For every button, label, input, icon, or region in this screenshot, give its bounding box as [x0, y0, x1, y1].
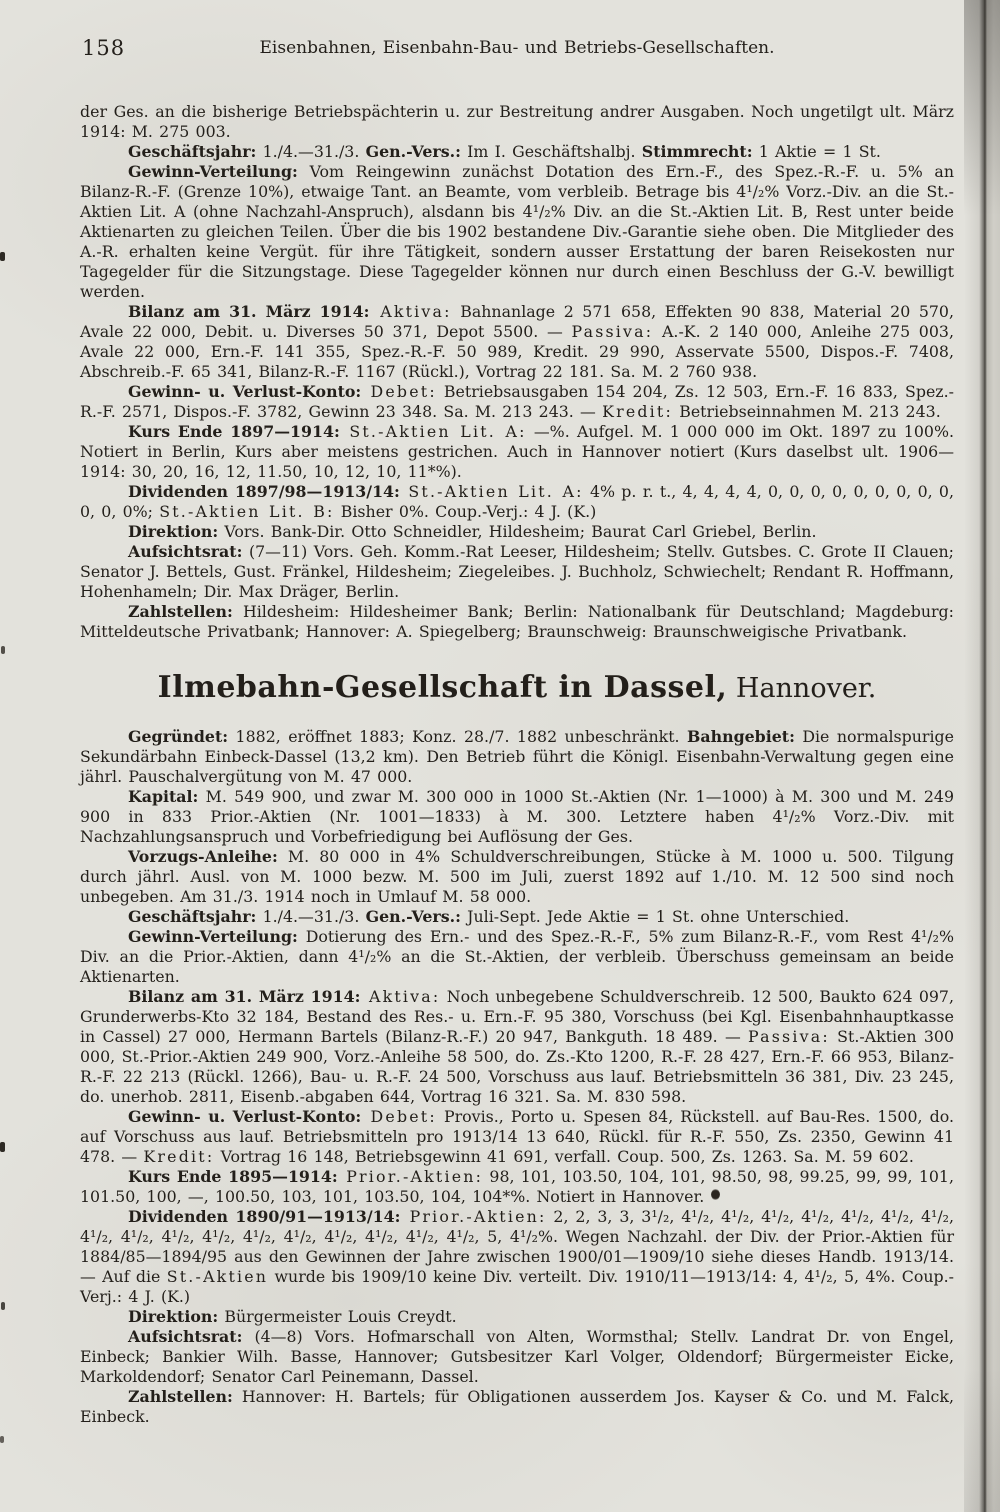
spaced-term: Aktiva: — [369, 302, 452, 321]
company-title — [80, 668, 954, 709]
text-run: Vors. Bank-Dir. Otto Schneidler, Hildesheim; Baurat Carl Griebel, Berlin. — [218, 522, 817, 541]
bold-label: Geschäftsjahr: — [128, 907, 257, 926]
text-run: Juli-Sept. Jede Aktie = 1 St. ohne Unterschied. — [460, 907, 850, 926]
text-run: (7—11) Vors. Geh. Komm.-Rat Leeser, Hildesheim; Stellv. Gutsbes. C. Grote II Clauen; Senator J. Bettels, Gust. Fränkel, Hildesheim; Ziegeleibes. J. Buchholz, Schwiechelt; Rendant R. Hoffmann, Hohenhameln; Dir. Max Dräger, Berlin. — [80, 542, 954, 601]
text-run: 2, 2, 3, 3, 3¹/₂, 4¹/₂, 4¹/₂, 4¹/₂, 4¹/₂, 4¹/₂, 4¹/₂, 4¹/₂, 4¹/₂, 4¹/₂, 4¹/₂, 4¹/₂, 4¹/₂, 4¹/₂, 4¹/₂, 4¹/₂, 4¹/₂, 4¹/₂, 5, 4¹/₂%. Wegen Nachzahl. der Div. der Prior.-Aktien für 1884/85—1894/95 aus den Gewinnen der Jahre zwischen 1900/01—1909/10 siehe dieses Handb. 1913/14. — Auf die — [80, 1207, 954, 1286]
text-run: 1882, eröffnet 1883; Konz. 28./7. 1882 unbeschränkt. — [228, 727, 688, 746]
paragraph — [80, 102, 954, 142]
text-run: Noch unbegebene Schuldverschreib. 12 500, Baukto 624 097, Grunderwerbs-Kto 32 184, Bestand des Res.- u. Ern.-F. 95 380, Vorschuss (bei Kgl. Eisenbahnhauptkasse in Cassel) 27 000, Hermann Bartels (Bilanz-R.-F.) 20 947, Bankguth. 18 489. — — [80, 987, 955, 1046]
spaced-term: Passiva: — [748, 1027, 830, 1046]
text-run: 1./4.—31./3. — [256, 907, 366, 926]
bold-label: Direktion: — [128, 522, 219, 541]
text-run: A.-K. 2 140 000, Anleihe 275 003, Avale 22 000, Ern.-F. 141 355, Spez.-R.-F. 50 989, Kredit. 29 990, Asservate 5500, Dispos.-F. 7408, Abschreib.-F. 65 341, Bilanz-R.-F. 1167 (Rückl.), Vortrag 22 181. Sa. M. 2 760 938. — [80, 322, 954, 381]
bold-label: Bilanz am 31. März 1914: — [128, 302, 370, 321]
spaced-term: St.-Aktien Lit. A: — [339, 422, 527, 441]
paragraph — [80, 787, 954, 847]
edge-speck — [0, 1142, 5, 1152]
bold-label: Stimmrecht: — [641, 142, 753, 161]
text-run: Hannover. — [727, 673, 877, 704]
spaced-term: St.-Aktien — [166, 1267, 269, 1286]
edge-speck — [1, 646, 5, 654]
paragraph — [80, 482, 954, 522]
text-run: Bahnanlage 2 571 658, Effekten 90 838, Material 20 570, Avale 22 000, Debit. u. Diverses 50 371, Depot 5500. — — [80, 302, 954, 341]
text-run: wurde bis 1909/10 keine Div. verteilt. Div. 1910/11—1913/14: 4, 4¹/₂, 5, 4%. Coup.-Verj.: 4 J. (K.) — [80, 1267, 955, 1306]
paragraph — [80, 1327, 954, 1387]
bold-label: Gen.-Vers.: — [365, 907, 461, 926]
text-run: Provis., Porto u. Spesen 84, Rückstell. auf Bau-Res. 1500, do. auf Vorschuss aus lauf. Betriebsmitteln pro 1913/14 13 640, Rückl. für R.-F. 550, Zs. 2350, Gewinn 41 478. — — [80, 1107, 954, 1166]
bold-label: Gewinn-Verteilung: — [128, 927, 298, 946]
text-run: Die normalspurige Sekundärbahn Einbeck-Dassel (13,2 km). Den Betrieb führt die Königl. Eisenbahn-Verwaltung gegen eine jährl. Pauschalvergütung von M. 47 000. — [80, 727, 954, 786]
paragraph — [80, 1107, 954, 1167]
bold-label: Dividenden 1897/98—1913/14: — [128, 482, 400, 501]
text-run: Vortrag 16 148, Betriebsgewinn 41 691, verfall. Coup. 500, Zs. 1263. Sa. M. 59 602. — [214, 1147, 914, 1166]
text-run: 1./4.—31./3. — [256, 142, 366, 161]
bold-label: Gegründet: — [128, 727, 229, 746]
bold-label: Dividenden 1890/91—1913/14: — [128, 1207, 401, 1226]
bold-label: Zahlstellen: — [128, 1387, 233, 1406]
spaced-term: Passiva: — [571, 322, 654, 341]
paragraph — [80, 142, 954, 162]
text-run: (4—8) Vors. Hofmarschall von Alten, Wormsthal; Stellv. Landrat Dr. von Engel, Einbeck; Bankier Wilh. Basse, Hannover; Gutsbesitzer Karl Volger, Oldendorf; Bürgermeister Eicke, Markoldendorf; Senator Carl Peinemann, Dassel. — [80, 1327, 954, 1386]
text-run: Im I. Geschäftshalbj. — [460, 142, 642, 161]
bold-label: Vorzugs-Anleihe: — [128, 847, 278, 866]
bold-label: Gewinn- u. Verlust-Konto: — [128, 382, 362, 401]
bold-label: Ilmebahn-Gesellschaft in Dassel, — [157, 670, 728, 705]
text-run: Bisher 0%. Coup.-Verj.: 4 J. (K.) — [334, 502, 597, 521]
text-run: der Ges. an die bisherige Betriebspächterin u. zur Bestreitung andrer Ausgaben. Noch ungetilgt ult. März 1914: M. 275 003. — [80, 102, 954, 141]
text-run: Hannover: H. Bartels; für Obligationen ausserdem Jos. Kayser & Co. und M. Falck, Einbeck. — [80, 1387, 954, 1426]
page-number: 158 — [82, 36, 126, 60]
text-run: Hildesheim: Hildesheimer Bank; Berlin: Nationalbank für Deutschland; Magdeburg: Mitteldeutsche Privatbank; Hannover: A. Spiegelberg; Braunschweig: Braunschweigische Privatbank. — [80, 602, 954, 641]
running-header — [80, 34, 954, 62]
paragraph — [80, 927, 954, 987]
paragraph — [80, 1207, 954, 1307]
text-run: Bürgermeister Louis Creydt. — [218, 1307, 457, 1326]
paragraph — [80, 542, 954, 602]
spaced-term: Debet: — [361, 1107, 437, 1126]
paragraph — [80, 1307, 954, 1327]
bold-label: Kurs Ende 1897—1914: — [128, 422, 340, 441]
bold-label: Direktion: — [128, 1307, 219, 1326]
bold-label: Kapital: — [128, 787, 199, 806]
paragraph — [80, 1387, 954, 1427]
body-text — [80, 102, 954, 1427]
paragraph — [80, 162, 954, 302]
page-content — [80, 34, 954, 1427]
text-run: M. 549 900, und zwar M. 300 000 in 1000 St.-Aktien (Nr. 1—1000) à M. 300 und M. 249 900 in 833 Prior.-Aktien (Nr. 1001—1833) à M. 300. Letztere haben 4¹/₂% Vorz.-Div. mit Nachzahlungsanspruch und Vorbefriedigung bei Auflösung der Ges. — [80, 787, 954, 846]
spaced-term: Kredit: — [602, 402, 673, 421]
bold-label: Geschäftsjahr: — [128, 142, 257, 161]
spaced-term: Prior.-Aktien: — [337, 1167, 484, 1186]
paragraph — [80, 522, 954, 542]
bold-label: Aufsichtsrat: — [128, 542, 243, 561]
paragraph — [80, 907, 954, 927]
bold-label: Gewinn- u. Verlust-Konto: — [128, 1107, 362, 1126]
spaced-term: St.-Aktien Lit. A: — [399, 482, 584, 501]
text-run: Betriebseinnahmen M. 213 243. — [673, 402, 941, 421]
text-run: Vom Reingewinn zunächst Dotation des Ern.-F., des Spez.-R.-F. u. 5% an Bilanz-R.-F. (Grenze 10%), etwaige Tant. an Beamte, vom verbleib. Betrage bis 4¹/₂% Vorz.-Div. an die St.-Aktien Lit. A (ohne Nachzahl-Anspruch), alsdann bis 4¹/₂% Div. an die St.-Aktien Lit. B, Rest unter beide Aktienarten zu gleichen Teilen. Über die bis 1902 bestandene Div.-Garantie siehe oben. Die Mitglieder des A.-R. erhalten keine Vergüt. für ihre Tätigkeit, sondern ausser Erstattung der baren Reisekosten nur Tagegelder für die Sitzungstage. Diese Tagegelder können nur durch einen Beschluss der G.-V. bewilligt werden. — [80, 162, 954, 301]
paragraph — [80, 382, 954, 422]
text-run: Dotierung des Ern.- und des Spez.-R.-F., 5% zum Bilanz-R.-F., vom Rest 4¹/₂% Div. an die Prior.-Aktien, dann 4¹/₂% an die St.-Aktien, der verbleib. Überschuss gemeinsam an beide Aktienarten. — [80, 927, 954, 986]
bold-label: Zahlstellen: — [128, 602, 233, 621]
paragraph — [80, 1167, 954, 1207]
text-run: St.-Aktien 300 000, St.-Prior.-Aktien 249 900, Vorz.-Anleihe 58 500, do. Zs.-Kto 1200, R.-F. 28 427, Ern.-F. 66 953, Bilanz-R.-F. 22 213 (Rückl. 1266), Bau- u. R.-F. 24 500, Vorschuss aus lauf. Betriebsmitteln 36 381, Div. 23 245, do. unerhob. 2811, Eisenb.-abgaben 644, Vortrag 16 321. Sa. M. 830 598. — [80, 1027, 954, 1106]
paragraph — [80, 422, 954, 482]
edge-speck — [0, 1436, 4, 1443]
bold-label: Gen.-Vers.: — [365, 142, 461, 161]
spaced-term: St.-Aktien Lit. B: — [159, 502, 335, 521]
bold-label: Bilanz am 31. März 1914: — [128, 987, 361, 1006]
text-run: —%. Aufgel. M. 1 000 000 im Okt. 1897 zu 100%. Notiert in Berlin, Kurs aber meistens gestrichen. Auch in Hannover notiert (Kurs daselbst ult. 1906—1914: 30, 20, 16, 12, 11.50, 10, 12, 10, 11*%). — [80, 422, 954, 481]
spaced-term: Prior.-Aktien: — [400, 1207, 547, 1226]
text-run: 1 Aktie = 1 St. — [752, 142, 881, 161]
edge-speck — [1, 1302, 5, 1310]
spaced-term: Aktiva: — [360, 987, 441, 1006]
paragraph — [80, 302, 954, 382]
text-run: 98, 101, 103.50, 104, 101, 98.50, 98, 99.25, 99, 99, 101, 101.50, 100, —, 100.50, 103, 101, 103.50, 104, 104*%. Notiert in Hannover. — [80, 1167, 954, 1206]
running-header-title: Eisenbahnen, Eisenbahn-Bau- und Betriebs-Gesellschaften. — [259, 38, 775, 58]
paragraph — [80, 987, 954, 1107]
edge-speck — [0, 252, 5, 261]
bold-label: Kurs Ende 1895—1914: — [128, 1167, 338, 1186]
paragraph — [80, 847, 954, 907]
paragraph — [80, 727, 954, 787]
paragraph — [80, 602, 954, 642]
book-binding-shadow — [964, 0, 1000, 1512]
bold-label: Bahngebiet: — [687, 727, 795, 746]
bold-label: Aufsichtsrat: — [128, 1327, 243, 1346]
bold-label: Gewinn-Verteilung: — [128, 162, 298, 181]
ink-spot — [711, 1189, 720, 1200]
text-run: Betriebsausgaben 154 204, Zs. 12 503, Ern.-F. 16 833, Spez.-R.-F. 2571, Dispos.-F. 3782, Gewinn 23 348. Sa. M. 213 243. — — [80, 382, 954, 421]
text-run: 4% p. r. t., 4, 4, 4, 4, 0, 0, 0, 0, 0, 0, 0, 0, 0, 0, 0, 0%; — [80, 482, 955, 521]
text-run: M. 80 000 in 4% Schuldverschreibungen, Stücke à M. 1000 u. 500. Tilgung durch jährl. Ausl. von M. 1000 bezw. M. 500 im Juli, zuerst 1892 auf 1./10. M. 12 500 sind noch unbegeben. Am 31./3. 1914 noch in Umlauf M. 58 000. — [80, 847, 954, 906]
spaced-term: Kredit: — [143, 1147, 215, 1166]
spaced-term: Debet: — [361, 382, 437, 401]
